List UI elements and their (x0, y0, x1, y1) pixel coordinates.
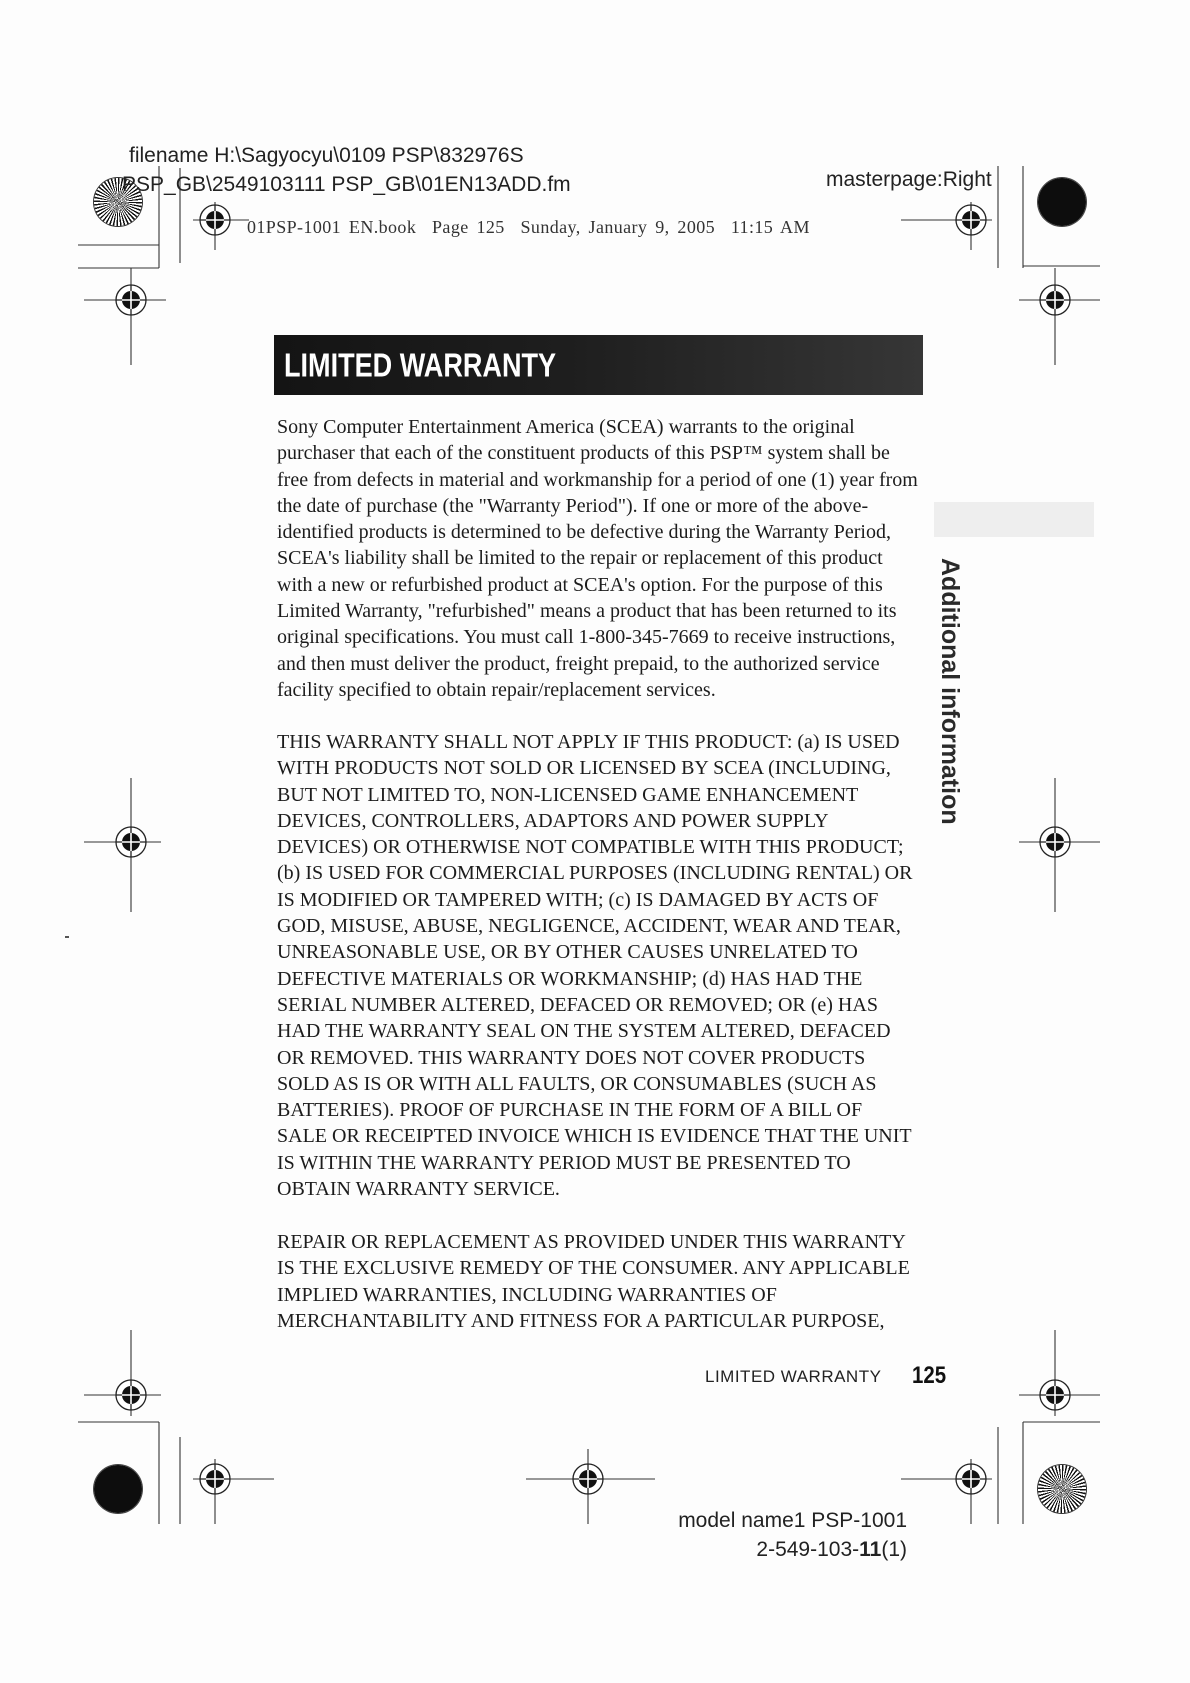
text-line: BATTERIES). PROOF OF PURCHASE IN THE FORM OF A BILL OF (277, 1099, 863, 1122)
text-line: DEVICES) OR OTHERWISE NOT COMPATIBLE WITH THIS PRODUCT; (277, 836, 904, 859)
text-line: Limited Warranty, "refurbished" means a product that has been returned to its (277, 600, 897, 623)
text-line: UNREASONABLE USE, OR BY OTHER CAUSES UNRELATED TO (277, 941, 858, 964)
page-number: 125 (912, 1362, 947, 1389)
slug-book-info: 01PSP-1001 EN.book Page 125 Sunday, January 9, 2005 11:15 AM (247, 217, 810, 237)
text-line: Sony Computer Entertainment America (SCEA) warrants to the original (277, 416, 855, 438)
color-target-solid-icon (94, 1465, 142, 1513)
faded-thumb-tab (934, 502, 1094, 537)
registration-mark (116, 285, 146, 315)
text-line: IS MODIFIED OR TAMPERED WITH; (c) IS DAMAGED BY ACTS OF (277, 888, 879, 911)
text-line: (b) IS USED FOR COMMERCIAL PURPOSES (INCLUDING RENTAL) OR (277, 862, 913, 885)
text-line: SALE OR RECEIPTED INVOICE WHICH IS EVIDENCE THAT THE UNIT (277, 1125, 912, 1148)
text-line: OR REMOVED. THIS WARRANTY DOES NOT COVER PRODUCTS (277, 1046, 866, 1069)
chapter-thumb-tab: Additional information (936, 558, 964, 825)
registration-mark (200, 1464, 230, 1494)
registration-mark (1040, 285, 1070, 315)
text-line: DEFECTIVE MATERIALS OR WORKMANSHIP; (d) HAS HAD THE (277, 967, 863, 990)
section-title: LIMITED WARRANTY (284, 346, 557, 384)
warranty-paragraph-1 (277, 414, 918, 703)
text-line: and then must deliver the product, freight prepaid, to the authorized service (277, 652, 880, 675)
text-line: SOLD AS IS OR WITH ALL FAULTS, OR CONSUMABLES (SUCH AS (277, 1072, 877, 1095)
text-line: SCEA's liability shall be limited to the repair or replacement of this product (277, 547, 883, 570)
text-line: free from defects in material and workmanship for a period of one (1) year from (277, 468, 918, 491)
text-line: IS WITHIN THE WARRANTY PERIOD MUST BE PRESENTED TO (277, 1151, 851, 1174)
running-footer-title: LIMITED WARRANTY (705, 1367, 882, 1386)
text-line: BUT NOT LIMITED TO, NON-LICENSED GAME ENHANCEMENT (277, 783, 859, 806)
text-line: OBTAIN WARRANTY SERVICE. (277, 1178, 560, 1201)
section-title-banner (274, 335, 923, 395)
text-line: REPAIR OR REPLACEMENT AS PROVIDED UNDER THIS WARRANTY (277, 1231, 906, 1253)
slug-filename: filename H:\Sagyocyu\0109 PSP\832976S (129, 144, 524, 167)
registration-mark (1040, 1380, 1070, 1410)
part-number-revision: 11 (859, 1538, 882, 1561)
text-line: GOD, MISUSE, ABUSE, NEGLIGENCE, ACCIDENT, WEAR AND TEAR, (277, 915, 901, 938)
registration-mark (116, 1380, 146, 1410)
model-name: model name1 PSP-1001 (678, 1509, 907, 1532)
registration-mark (956, 205, 986, 235)
text-line: HAD THE WARRANTY SEAL ON THE SYSTEM ALTERED, DEFACED (277, 1020, 891, 1043)
text-line: purchaser that each of the constituent products of this PSP™ system shall be (277, 442, 890, 465)
text-line: original specifications. You must call 1-800-345-7669 to receive instructions, (277, 626, 896, 649)
part-number-suffix: (1) (881, 1538, 907, 1561)
text-line: identified products is determined to be defective during the Warranty Period, (277, 521, 891, 544)
registration-mark (956, 1464, 986, 1494)
text-line: with a new or refurbished product at SCEA's option. For the purpose of this (277, 573, 883, 596)
text-line: IMPLIED WARRANTIES, INCLUDING WARRANTIES OF (277, 1283, 777, 1306)
text-line: DEVICES, CONTROLLERS, ADAPTORS AND POWER SUPPLY (277, 809, 829, 832)
warranty-remedy-paragraph (277, 1229, 910, 1334)
registration-mark (1040, 827, 1070, 857)
text-line: WITH PRODUCTS NOT SOLD OR LICENSED BY SCEA (INCLUDING, (277, 757, 891, 780)
scan-speck (65, 936, 69, 938)
slug-masterpage: masterpage:Right (826, 168, 992, 191)
text-line: THIS WARRANTY SHALL NOT APPLY IF THIS PRODUCT: (a) IS USED (277, 731, 900, 753)
text-line: facility specified to obtain repair/replacement services. (277, 678, 716, 701)
slug-path: PSP_GB\2549103111 PSP_GB\01EN13ADD.fm (122, 173, 571, 196)
text-line: SERIAL NUMBER ALTERED, DEFACED OR REMOVED; OR (e) HAS (277, 993, 878, 1016)
text-line: IS THE EXCLUSIVE REMEDY OF THE CONSUMER. ANY APPLICABLE (277, 1257, 910, 1280)
part-number-prefix: 2-549-103- (756, 1538, 860, 1561)
warranty-exclusions-paragraph (277, 729, 912, 1202)
registration-mark (116, 827, 146, 857)
color-target-starburst-icon (1038, 1465, 1086, 1513)
text-line: MERCHANTABILITY AND FITNESS FOR A PARTICULAR PURPOSE, (277, 1309, 885, 1332)
part-number (756, 1538, 907, 1562)
text-line: the date of purchase (the "Warranty Period"). If one or more of the above- (277, 494, 869, 517)
registration-mark (573, 1464, 603, 1494)
color-target-solid-icon (1038, 178, 1086, 226)
registration-mark (200, 205, 230, 235)
